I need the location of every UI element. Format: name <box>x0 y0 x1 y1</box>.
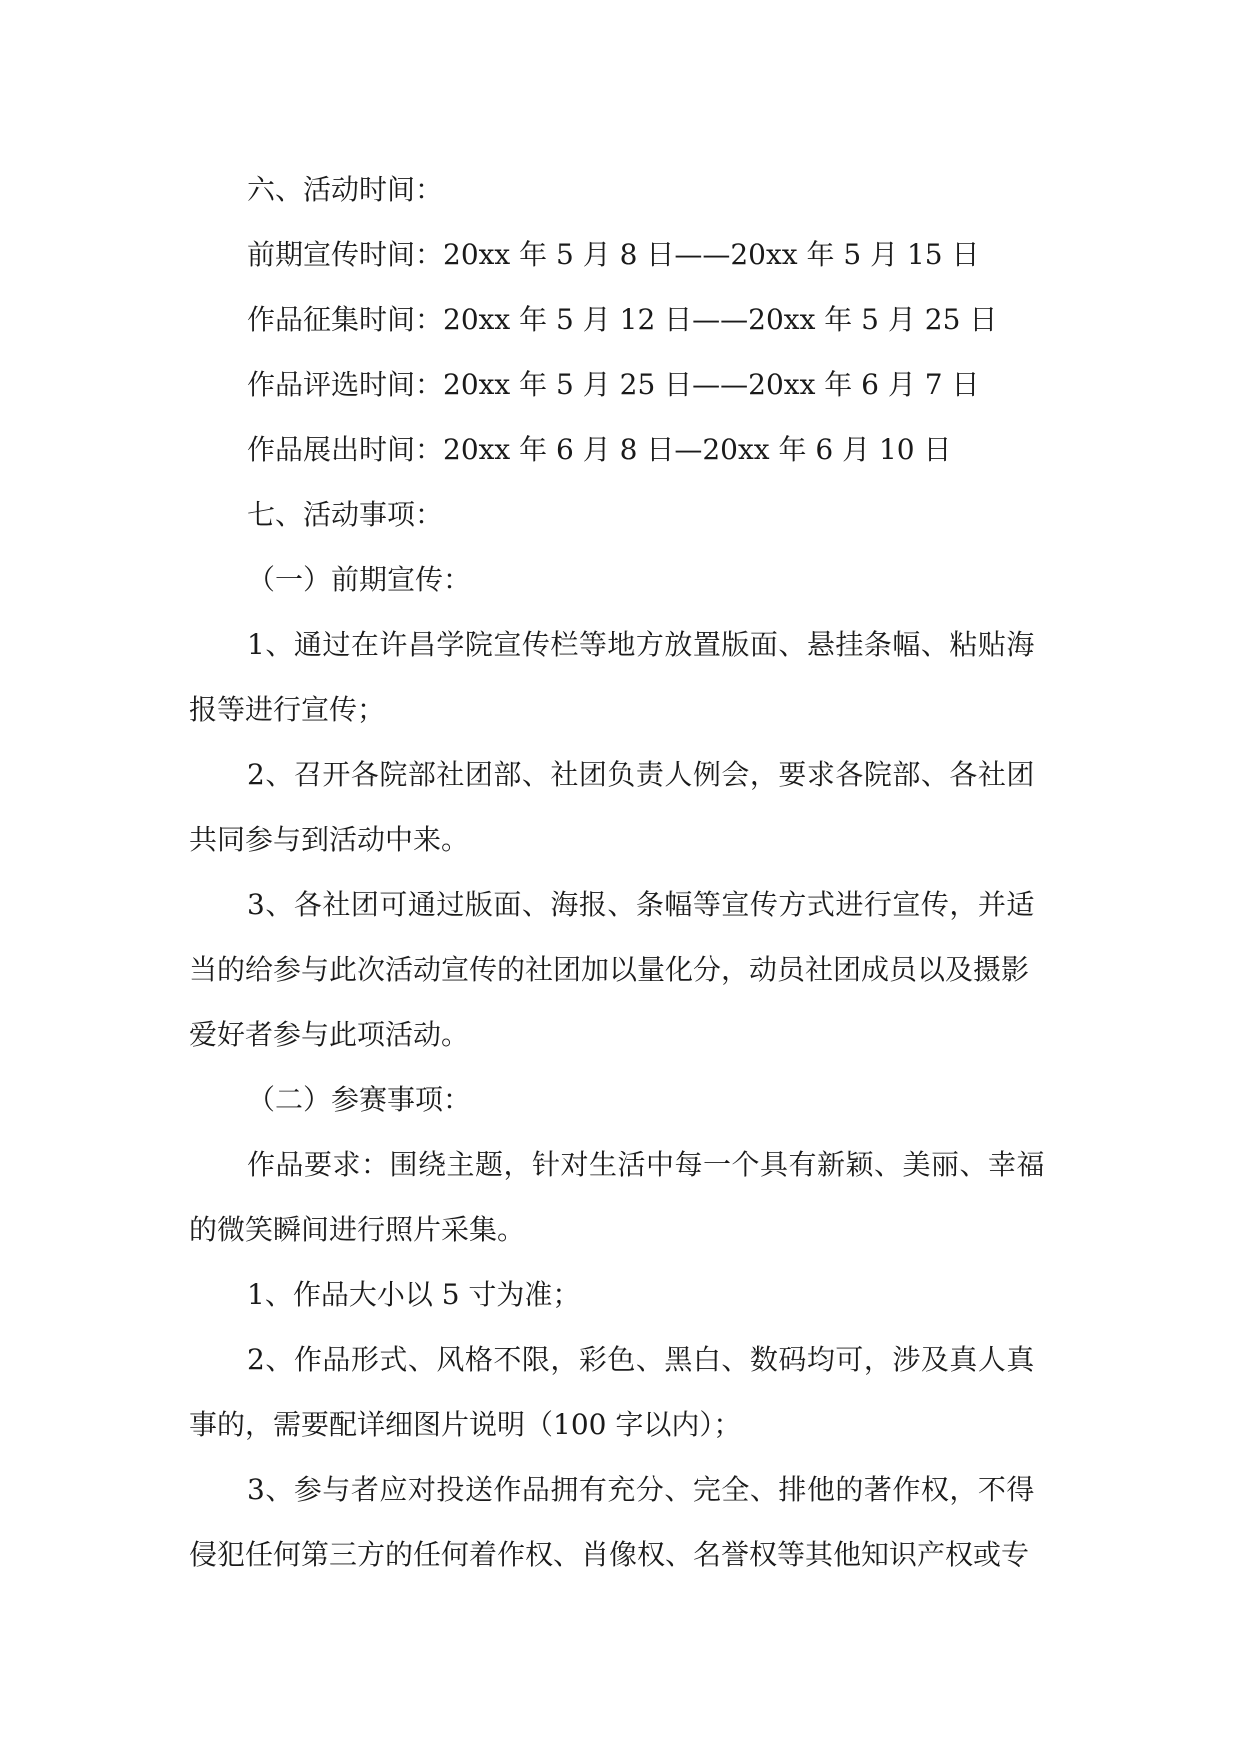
paragraph-line: 3、各社团可通过版面、海报、条幅等宣传方式进行宣传，并适 <box>247 888 1035 921</box>
paragraph-line: 当的给参与此次活动宣传的社团加以量化分，动员社团成员以及摄影 <box>189 953 1030 986</box>
paragraph-line: 的微笑瞬间进行照片采集。 <box>189 1213 526 1246</box>
document-body <box>189 157 1059 1587</box>
paragraph-line: 共同参与到活动中来。 <box>189 823 470 856</box>
subheading-promotion: （一）前期宣传： <box>247 563 472 596</box>
paragraph-line: 作品要求：围绕主题，针对生活中每一个具有新颖、美丽、幸福 <box>247 1148 1046 1181</box>
schedule-line-exhibition: 作品展出时间：20xx 年 6 月 8 日—20xx 年 6 月 10 日 <box>247 433 952 466</box>
paragraph-line: 1、通过在许昌学院宣传栏等地方放置版面、悬挂条幅、粘贴海 <box>247 628 1035 661</box>
paragraph-line: 2、作品形式、风格不限，彩色、黑白、数码均可，涉及真人真 <box>247 1343 1035 1376</box>
schedule-line-promotion: 前期宣传时间：20xx 年 5 月 8 日——20xx 年 5 月 15 日 <box>247 238 980 271</box>
heading-activity-items: 七、活动事项： <box>247 498 444 531</box>
paragraph-line: 侵犯任何第三方的任何着作权、肖像权、名誉权等其他知识产权或专 <box>189 1538 1030 1571</box>
paragraph-line: 3、参与者应对投送作品拥有充分、完全、排他的著作权，不得 <box>247 1473 1035 1506</box>
paragraph-line: 报等进行宣传； <box>189 693 386 726</box>
paragraph-line: 爱好者参与此项活动。 <box>189 1018 470 1051</box>
subheading-entry-rules: （二）参赛事项： <box>247 1083 472 1116</box>
paragraph-line: 1、作品大小以 5 寸为准； <box>247 1278 581 1311</box>
paragraph-line: 2、召开各院部社团部、社团负责人例会，要求各院部、各社团 <box>247 758 1035 791</box>
paragraph-line: 事的，需要配详细图片说明（100 字以内）； <box>189 1408 742 1441</box>
heading-activity-time: 六、活动时间： <box>247 173 444 206</box>
schedule-line-collection: 作品征集时间：20xx 年 5 月 12 日——20xx 年 5 月 25 日 <box>247 303 998 336</box>
schedule-line-selection: 作品评选时间：20xx 年 5 月 25 日——20xx 年 6 月 7 日 <box>247 368 980 401</box>
